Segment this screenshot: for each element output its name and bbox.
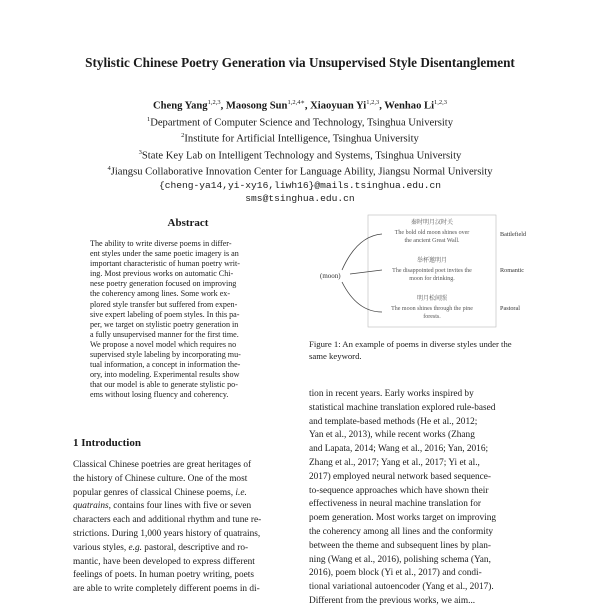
poem-1-en-2: the ancient Great Wall. — [404, 238, 460, 244]
body-line: 2017) employed neural network based sequence- — [309, 471, 491, 482]
body-line: 2016), poem block (Yi et al., 2017) and condi- — [309, 568, 482, 579]
style-romantic: Romantic — [500, 267, 525, 274]
intro-line: the history of Chinese culture. One of the most — [73, 473, 248, 484]
affiliation-line: $^4$Jiangsu Collaborative Innovation Center for Language Ability, Jiangsu Normal University — [107, 165, 493, 178]
intro-line: strictions. During 1,000 years history of quatrains, — [73, 528, 261, 539]
email-line-2: sms@tsinghua.edu.cn — [245, 192, 355, 204]
author-name: Wenhao Li — [384, 100, 435, 112]
email-line-1: {cheng-ya14,yi-xy16,liwh16}@mails.tsinghua.edu.cn — [158, 179, 442, 191]
intro-line: mantic, have been developed to express different — [73, 556, 255, 567]
poem-2-en-2: moon for drinking. — [409, 276, 455, 282]
body-line: Different from the previous works, we aim... — [309, 595, 476, 606]
body-line: and template-based methods (He et al., 2012; — [309, 416, 478, 427]
author-names: Cheng Yang$^{1,2,3}$, Maosong Sun$^{1,2,4∗}$, Xiaoyuan Yi$^{1,2,3}$, Wenhao Li$^{1,2,3}$ — [152, 99, 448, 112]
right-column-body — [309, 388, 531, 609]
paper-title: Stylistic Chinese Poetry Generation via Unsupervised Style Disentanglement — [85, 55, 515, 70]
abstract-line: nese poetry generation focused on improving — [90, 279, 237, 289]
affiliation-line: $^2$Institute for Artificial Intelligence, Tsinghua University — [181, 132, 419, 145]
abstract-line: ems without losing fluency and coherency. — [90, 390, 229, 400]
arrow-to-poem-3 — [342, 282, 382, 312]
author-affil-sup: 1,2,4∗ — [287, 99, 305, 106]
abstract-line: ing. Most previous works on automatic Chi- — [90, 269, 234, 279]
body-line: ning (Wang et al., 2016), polishing schema (Yan, — [309, 554, 491, 565]
body-line: to-sequence approaches which have shown their — [309, 485, 489, 496]
body-line: Zhang et al., 2017; Yang et al., 2017; Yi et al., — [309, 457, 480, 468]
author-affil-sup: 1,2,3 — [434, 99, 448, 106]
arrow-to-poem-2 — [350, 270, 382, 274]
intro-line: popular genres of classical Chinese poems, i.e. — [73, 487, 247, 498]
abstract-line: ory, into modeling. Experimental results show — [90, 370, 240, 380]
intro-line: feelings of poets. In human poetry writing, poets — [73, 570, 254, 581]
introduction-heading: 1 Introduction — [73, 437, 141, 449]
poem-3-en-1: The moon shines through the pine — [391, 306, 473, 312]
body-line: tional variational autoencoder (Yang et al., 2017). — [309, 582, 494, 593]
abstract-body — [90, 239, 286, 401]
body-line: between the theme and subsequent lines by plan- — [309, 540, 492, 551]
abstract-line: a fully unsupervised manner for the first time. — [90, 329, 239, 339]
figure-caption: Figure 1: An example of poems in diverse styles under the same keyword. — [309, 339, 512, 361]
abstract-line: tual information, a concept in information the- — [90, 360, 241, 370]
abstract-heading: Abstract — [167, 217, 209, 229]
body-line: and Lapata, 2014; Wang et al., 2016; Yan, 2016; — [309, 444, 489, 455]
body-line: poem generation. Most works target on improving — [309, 513, 497, 524]
abstract-line: We propose a novel model which requires no — [90, 339, 237, 349]
intro-line: quatrains, contains four lines with five or seven — [73, 501, 252, 512]
style-pastoral: Pastoral — [500, 305, 520, 312]
affiliations — [60, 113, 540, 179]
affiliation-line: $^1$Department of Computer Science and Technology, Tsinghua University — [146, 115, 454, 129]
author-block — [60, 96, 540, 205]
author-name: Maosong Sun — [225, 100, 288, 112]
author-affil-sup: 1,2,3 — [207, 99, 221, 106]
body-line: the coherency among all lines and the conformity — [309, 526, 494, 537]
body-line: Yan et al., 2013), while recent works (Zhang — [309, 430, 475, 441]
author-name: Xiaoyuan Yi — [310, 100, 367, 112]
body-line: statistical machine translation explored rule-based — [309, 402, 496, 413]
author-affil-sup: 1,2,3 — [366, 99, 380, 106]
intro-line: Classical Chinese poetries are great heritages of — [73, 460, 252, 470]
abstract-line: per, we target on stylistic poetry generation in — [90, 319, 239, 329]
abstract-line: plored style transfer but suffered from expen- — [90, 299, 238, 309]
keyword-label: (moon) — [320, 272, 341, 280]
introduction-body — [73, 459, 295, 597]
intro-line: characters each and additional rhythm and tune re- — [73, 515, 262, 526]
abstract-line: ent styles under the same poetic imagery is an — [90, 249, 239, 259]
body-line: effectiveness in neural machine translation for — [309, 499, 482, 510]
style-battlefield: Battlefield — [500, 231, 526, 238]
arrow-to-poem-1 — [342, 234, 382, 270]
author-name: Cheng Yang — [152, 100, 208, 112]
abstract-line: supervised style labeling by incorporating mu- — [90, 350, 241, 360]
intro-line: various styles, e.g. pastoral, descriptive and ro- — [73, 542, 249, 553]
abstract-line: the coherency among lines. Some work ex- — [90, 289, 231, 299]
poem-1-chinese: 秦时明月汉时关 — [410, 220, 454, 226]
poem-2-chinese: 举杯邀明月 — [416, 258, 448, 264]
affiliation-line: $^3$State Key Lab on Intelligent Technology and Systems, Tsinghua University — [138, 148, 462, 162]
abstract-line: sive expert labeling of poem styles. In this pa- — [90, 309, 240, 319]
abstract-line: The ability to write diverse poems in differ- — [90, 239, 232, 248]
body-line: tion in recent years. Early works inspired by — [309, 389, 474, 399]
abstract-line: important characteristic of human poetry writ- — [90, 259, 240, 269]
poem-1-en-1: The bold old moon shines over — [394, 230, 470, 236]
poem-3-en-2: forests. — [423, 314, 441, 320]
abstract-line: that our model is able to generate stylistic po- — [90, 380, 238, 390]
figure-1 — [312, 212, 526, 334]
poem-3-chinese: 明月松间照 — [416, 296, 448, 302]
intro-line: are able to write completely different poems in di- — [73, 584, 260, 595]
poem-2-en-1: The disappointed poet invites the — [392, 268, 472, 274]
